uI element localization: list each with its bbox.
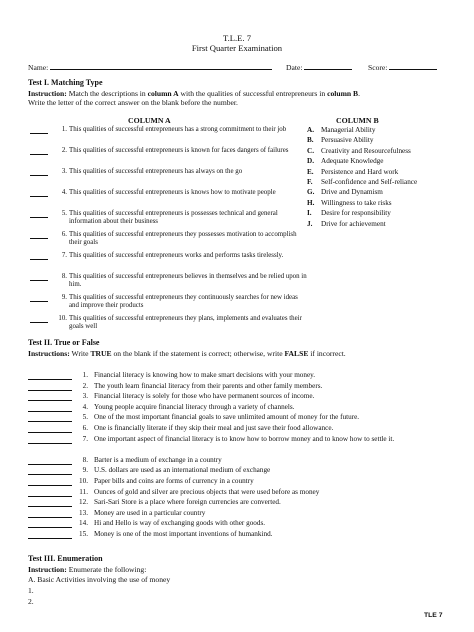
test2-instruction: Instructions: Write TRUE on the blank if the statement is correct; otherwise, write FALSE if incorrect. — [28, 349, 346, 358]
item-text: This qualities of successful entrepreneurs is possesses technical and general information about their business — [69, 210, 278, 226]
choice-text: Desire for responsibility — [321, 209, 391, 218]
name-blank[interactable] — [50, 62, 272, 70]
answer-blank[interactable] — [30, 259, 48, 260]
answer-blank[interactable] — [30, 301, 48, 302]
choice-letter: J. — [307, 219, 313, 228]
item-text: Hi and Hello is way of exchanging goods with other goods. — [94, 519, 266, 528]
answer-blank[interactable] — [28, 474, 72, 475]
item-number: 7. — [82, 434, 88, 443]
item-text: The youth learn financial literacy from their parents and other family members. — [94, 381, 323, 390]
answer-blank[interactable] — [28, 485, 72, 486]
choice-text: Managerial Ability — [321, 126, 376, 134]
answer-blank[interactable] — [30, 175, 48, 176]
item-number: 10. — [79, 477, 88, 485]
test1-instruction: Instruction: Match the descriptions in column A with the qualities of successful entrepreneurs in column B. Write the letter of the correct answer on the blank before the number. — [28, 89, 361, 107]
column-b-item — [307, 178, 417, 187]
item-number: 6. — [82, 424, 88, 432]
answer-blank[interactable] — [30, 322, 48, 323]
test2-title: Test II. True or False — [28, 338, 100, 347]
column-b-item — [307, 199, 392, 208]
item-number: 15. — [79, 530, 88, 538]
answer-blank[interactable] — [28, 506, 72, 507]
item-text: One of the most important financial goals to save unlimited amount of money for the future. — [94, 413, 360, 422]
date-field[interactable] — [286, 62, 352, 72]
item-text: This qualities of successful entrepreneurs they plans, implements and evaluates their goals well — [69, 315, 302, 331]
choice-text: Persistence and Hard work — [321, 167, 399, 176]
item-text: Young people acquire financial literacy through a variety of channels. — [94, 402, 295, 411]
choice-letter: B. — [307, 136, 314, 145]
item-text: One is financially literate if they skip their meal and just save their food allowance. — [94, 424, 334, 432]
item-text: Money are used in a particular country — [94, 508, 206, 517]
choice-text: Persuasive Ability — [321, 136, 374, 145]
choice-letter: I. — [307, 209, 312, 218]
answer-blank[interactable] — [28, 464, 72, 465]
item-number: 9. — [61, 294, 67, 301]
footer-label: TLE 7 — [424, 612, 443, 619]
item-text: This qualities of successful entrepreneurs they continuously searches for new ideas and improve their products — [69, 294, 298, 310]
choice-letter: H. — [307, 198, 315, 207]
test1-title: Test I. Matching Type — [28, 78, 103, 87]
enumeration-item-a: A. Basic Activities involving the use of money — [28, 575, 171, 584]
answer-blank[interactable] — [30, 154, 48, 155]
column-a-title: COLUMN A — [128, 116, 171, 125]
item-number: 13. — [79, 508, 88, 517]
item-number: 5. — [61, 210, 67, 217]
item-text: U.S. dollars are used as an international medium of exchange — [94, 466, 271, 475]
item-text: Financial literacy is solely for those who have permanent sources of income. — [94, 392, 315, 401]
item-number: 7. — [61, 252, 67, 259]
answer-blank[interactable] — [28, 443, 72, 444]
answer-blank[interactable] — [28, 538, 72, 539]
item-text: Ounces of gold and silver are precious objects that were used before as money — [94, 487, 320, 496]
item-text: Financial literacy is knowing how to make smart decisions with your money. — [94, 371, 316, 379]
score-blank[interactable] — [389, 62, 437, 70]
item-text: This qualities of successful entrepreneurs has a strong commitment to their job — [69, 126, 287, 133]
item-number: 11. — [79, 487, 88, 496]
exam-title: T.L.E. 7 — [222, 33, 251, 43]
item-text: This qualities of successful entrepreneurs is known for faces dangers of failures — [69, 147, 289, 154]
answer-blank[interactable] — [28, 400, 72, 401]
choice-letter: C. — [307, 146, 314, 155]
column-b-item — [307, 126, 376, 135]
column-b-item — [307, 209, 391, 218]
item-number: 4. — [82, 402, 88, 411]
item-text: Paper bills and coins are forms of currency in a country — [94, 477, 254, 485]
column-b-title: COLUMN B — [336, 116, 379, 125]
item-text: This qualities of successful entrepreneurs works and performs tasks tirelessly. — [69, 252, 284, 259]
column-b-item — [307, 188, 383, 197]
answer-blank[interactable] — [30, 238, 48, 239]
item-text: Sari-Sari Store is a place where foreign currencies are converted. — [94, 498, 281, 507]
answer-blank[interactable] — [28, 379, 72, 380]
item-number: 5. — [82, 413, 88, 422]
item-text: This qualities of successful entrepreneurs has always on the go — [69, 168, 243, 175]
choice-letter: G. — [307, 188, 315, 197]
answer-blank[interactable] — [28, 517, 72, 518]
item-number: 3. — [82, 392, 88, 401]
choice-text: Drive for achievement — [321, 219, 386, 228]
answer-blank[interactable] — [28, 527, 72, 528]
item-text: Barter is a medium of exchange in a country — [94, 455, 222, 464]
choice-letter: F. — [307, 178, 313, 186]
item-text: This qualities of successful entrepreneurs is knows how to motivate people — [69, 189, 276, 196]
item-text: This qualities of successful entrepreneurs believes in themselves and be relied upon in him. — [69, 273, 307, 289]
answer-blank[interactable] — [30, 196, 48, 197]
item-text: One important aspect of financial literacy is to know how to borrow money and to know how to settle it. — [94, 434, 395, 443]
item-number: 2. — [61, 147, 67, 154]
choice-text: Willingness to take risks — [321, 198, 392, 207]
score-label: Score: — [368, 63, 388, 72]
choice-text: Drive and Dynamism — [321, 188, 383, 197]
column-b-item — [307, 147, 411, 156]
name-field[interactable] — [28, 62, 272, 72]
item-number: 1. — [61, 126, 67, 133]
item-number: 8. — [82, 455, 88, 464]
item-number: 4. — [61, 189, 67, 196]
item-text: Money is one of the most important inventions of humankind. — [94, 530, 273, 538]
choice-text: Adequate Knowledge — [321, 157, 384, 166]
item-number: 8. — [61, 273, 67, 280]
answer-blank[interactable] — [30, 217, 48, 218]
enumeration-line-2[interactable]: 2. — [28, 597, 34, 606]
item-number: 2. — [82, 381, 88, 390]
item-number: 12. — [79, 498, 88, 507]
name-label: Name: — [28, 63, 49, 72]
choice-letter: D. — [307, 157, 314, 166]
column-b-item — [307, 157, 383, 166]
answer-blank[interactable] — [28, 390, 72, 391]
choice-letter: E. — [307, 167, 314, 176]
choice-letter: A. — [307, 126, 314, 134]
answer-blank[interactable] — [30, 133, 48, 134]
answer-blank[interactable] — [28, 496, 72, 497]
date-label: Date: — [286, 63, 303, 72]
score-field[interactable] — [368, 62, 437, 72]
item-number: 10. — [58, 315, 67, 322]
item-number: 3. — [61, 168, 67, 175]
test3-title: Test III. Enumeration — [28, 554, 103, 563]
answer-blank[interactable] — [28, 421, 72, 422]
test3-instruction: Instruction: Enumerate the following: — [28, 565, 147, 574]
date-blank[interactable] — [304, 62, 352, 70]
item-number: 6. — [61, 231, 67, 238]
item-number: 14. — [79, 519, 88, 528]
choice-text: Self-confidence and Self-reliance — [321, 178, 418, 186]
exam-subtitle: First Quarter Examination — [191, 43, 283, 53]
column-b-item — [307, 168, 398, 177]
answer-blank[interactable] — [28, 432, 72, 433]
answer-blank[interactable] — [30, 280, 48, 281]
choice-text: Creativity and Resourcefulness — [321, 146, 411, 155]
column-b-item — [307, 220, 386, 229]
item-text: This qualities of successful entrepreneurs they possesses motivation to accomplish their goals — [69, 231, 297, 247]
answer-blank[interactable] — [28, 411, 72, 412]
column-b-item — [307, 136, 374, 145]
item-number: 9. — [82, 466, 88, 475]
item-number: 1. — [82, 371, 88, 379]
enumeration-line-1[interactable]: 1. — [28, 586, 34, 595]
